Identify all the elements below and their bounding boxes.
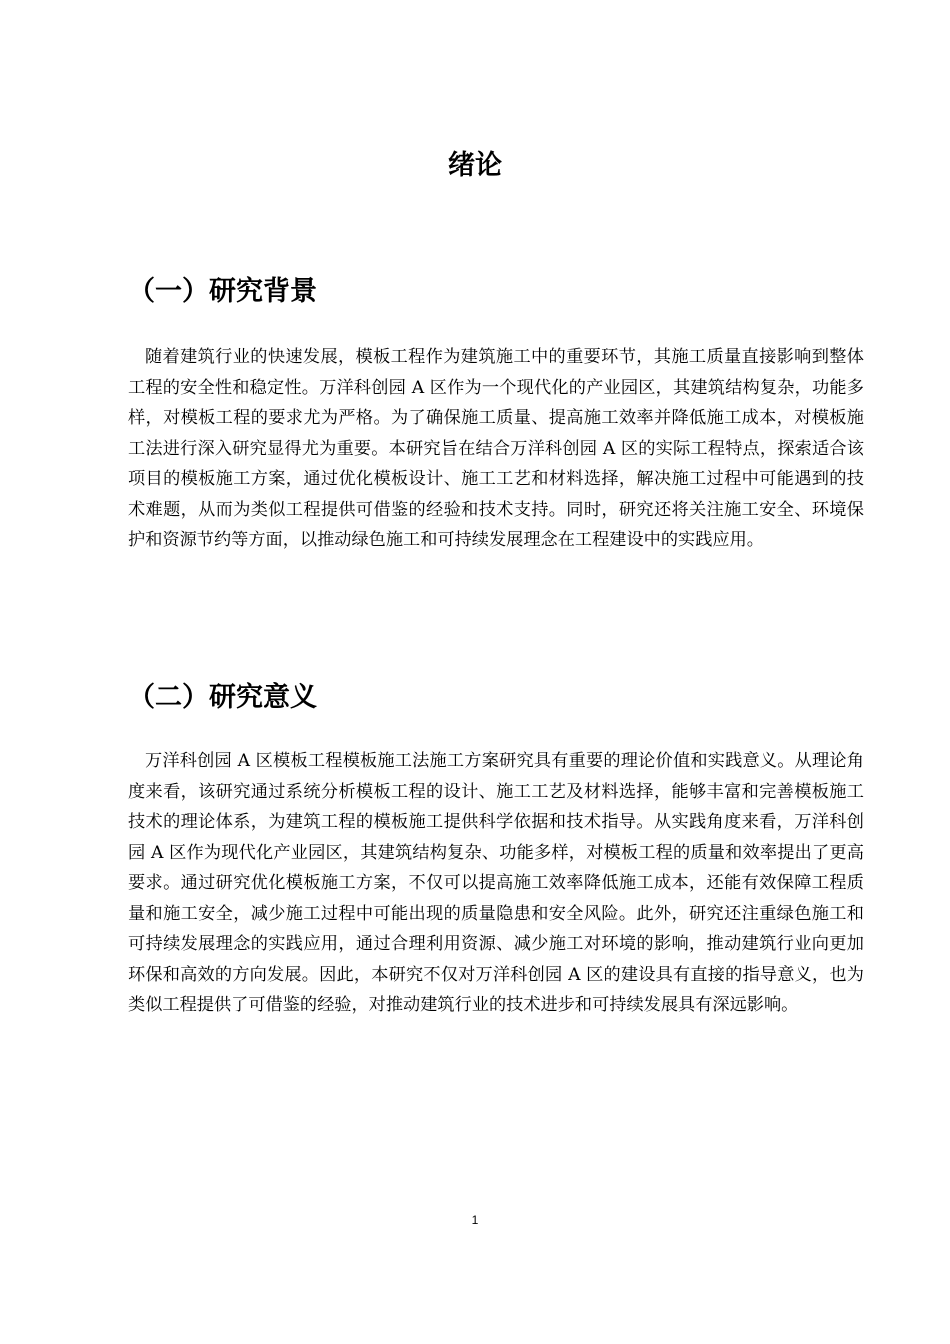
section-heading-significance: （二）研究意义 [128,682,317,713]
page-title: 绪论 [448,150,502,181]
section-paragraph-significance: 万洋科创园 A 区模板工程模板施工法施工方案研究具有重要的理论价值和实践意义。从理论角度来看，该研究通过系统分析模板工程的设计、施工工艺及材料选择，能够丰富和完善模板施工技术的理论体系，为建筑工程的模板施工提供科学依据和技术指导。从实践角度来看，万洋科创园 A 区作为现代化产业园区，其建筑结构复杂、功能多样，对模板工程的质量和效率提出了更高要求。通过研究优化模板施工方案，不仅可以提高施工效率降低施工成本，还能有效保障工程质量和施工安全，减少施工过程中可能出现的质量隐患和安全风险。此外，研究还注重绿色施工和可持续发展理念的实践应用，通过合理利用资源、减少施工对环境的影响，推动建筑行业向更加环保和高效的方向发展。因此，本研究不仅对万洋科创园 A 区的建设具有直接的指导意义，也为类似工程提供了可借鉴的经验，对推动建筑行业的技术进步和可持续发展具有深远影响。 [128,751,864,1015]
page-number: 1 [471,1213,479,1227]
section-paragraph-background: 随着建筑行业的快速发展，模板工程作为建筑施工中的重要环节，其施工质量直接影响到整体工程的安全性和稳定性。万洋科创园 A 区作为一个现代化的产业园区，其建筑结构复杂，功能多样，对模板工程的要求尤为严格。为了确保施工质量、提高施工效率并降低施工成本，对模板施工法进行深入研究显得尤为重要。本研究旨在结合万洋科创园 A 区的实际工程特点，探索适合该项目的模板施工方案，通过优化模板设计、施工工艺和材料选择，解决施工过程中可能遇到的技术难题，从而为类似工程提供可借鉴的经验和技术支持。同时，研究还将关注施工安全、环境保护和资源节约等方面，以推动绿色施工和可持续发展理念在工程建设中的实践应用。 [128,347,864,550]
section-heading-background: （一）研究背景 [128,276,317,307]
